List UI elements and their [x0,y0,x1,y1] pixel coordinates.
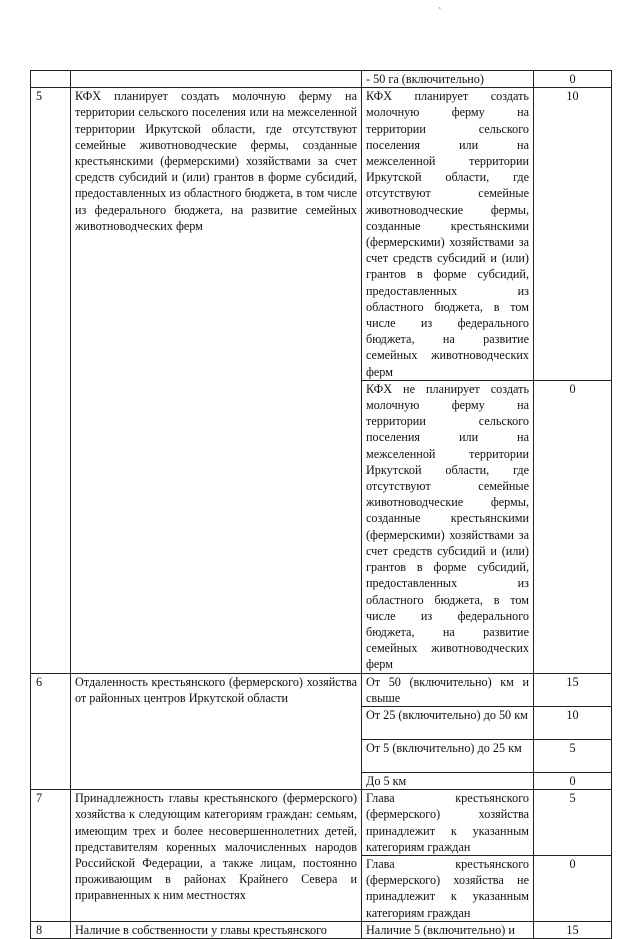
criteria-table [30,70,612,939]
row-number: 7 [31,790,71,922]
option-text: От 50 (включительно) км и свыше [362,673,534,706]
option-text: От 25 (включительно) до 50 км [362,706,534,739]
score-value: 0 [534,772,612,789]
option-text: Глава крестьянского (фермерского) хозяйства не принадлежит к указанным категориям граждан [362,855,534,921]
option-text: - 50 га (включительно) [362,71,534,88]
criterion-text: КФХ планирует создать молочную ферму на территории сельского поселения или на межселенной территории Иркутской области, где отсутствуют семейные животноводческие фермы, созданные крестьянскими (фермерскими) хозяйствами за счет средств субсидий и (или) грантов в форме субсидий, предоставленных из областного бюджета, в том числе из федерального бюджета, на развитие семейных животноводческих ферм [71,88,362,673]
score-value: 15 [534,673,612,706]
option-text: Наличие 5 (включительно) и [362,921,534,938]
criterion-text: Принадлежность главы крестьянского (фермерского) хозяйства к следующим категориям граждан: семьям, имеющим трех и более несовершеннолетних детей, представителям коренных малочисленных народов Российской Федерации, а также лицам, постоянно проживающим в районах Крайнего Севера и приравненных к ним местностях [71,790,362,922]
score-value: 5 [534,739,612,772]
score-value: 0 [534,380,612,673]
table-row [31,71,612,88]
score-value: 10 [534,88,612,381]
score-value: 0 [534,855,612,921]
row-number [31,71,71,88]
table-row [31,673,612,706]
row-number: 8 [31,921,71,938]
score-value: 5 [534,790,612,856]
row-number: 6 [31,673,71,790]
option-text: КФХ не планирует создать молочную ферму на территории сельского поселения или на межселенной территории Иркутской области, где отсутствуют семейные животноводческие фермы, созданные крестьянскими (фермерскими) хозяйствами за счет средств субсидий и (или) грантов в форме субсидий, предоставленных из областного бюджета, в том числе из федерального бюджета, на развитие семейных животноводческих ферм [362,380,534,673]
option-text: От 5 (включительно) до 25 км [362,739,534,772]
table-row [31,88,612,381]
score-value: 10 [534,706,612,739]
criterion-text: Отдаленность крестьянского (фермерского) хозяйства от районных центров Иркутской области [71,673,362,790]
option-text: КФХ планирует создать молочную ферму на территории сельского поселения или на межселенной территории Иркутской области, где отсутствуют семейные животноводческие фермы, созданные крестьянскими (фермерскими) хозяйствами за счет средств субсидий и (или) грантов в форме субсидий, предоставленных из областного бюджета, в том числе из федерального бюджета, на развитие семейных животноводческих ферм [362,88,534,381]
option-text: До 5 км [362,772,534,789]
option-text: Глава крестьянского (фермерского) хозяйства принадлежит к указанным категориям граждан [362,790,534,856]
criterion-text: Наличие в собственности у главы крестьянского [71,921,362,938]
table-row [31,921,612,938]
scan-mark: ` [438,7,442,18]
table-row [31,790,612,856]
score-value: 15 [534,921,612,938]
criterion-text [71,71,362,88]
row-number: 5 [31,88,71,673]
score-value: 0 [534,71,612,88]
